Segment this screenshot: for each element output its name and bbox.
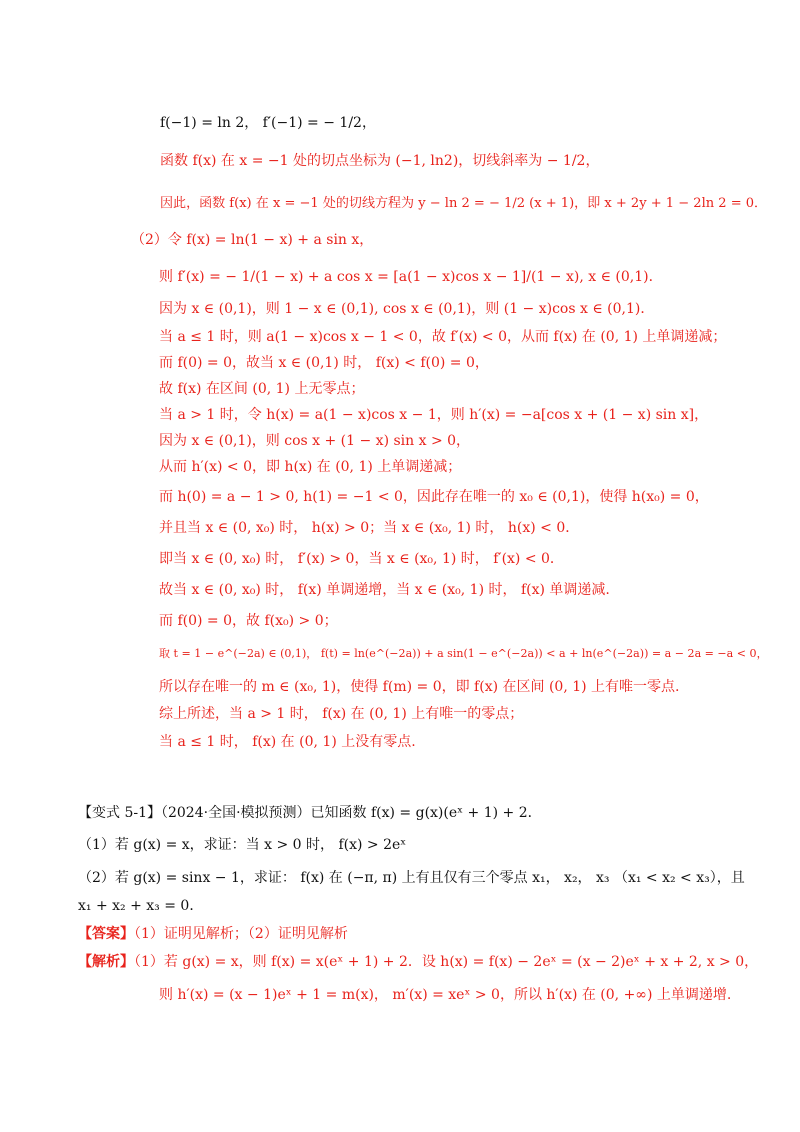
solution-p2-line16: 所以存在唯一的 m ∈ (x₀, 1)，使得 f(m) = 0，即 f(x) 在区间 (0, 1) 上有唯一零点. <box>159 679 680 695</box>
solution-p2-line11: 并且当 x ∈ (0, x₀) 时， h(x) > 0；当 x ∈ (x₀, 1) 时， h(x) < 0． <box>159 520 580 536</box>
solution-p2-line3: 因为 x ∈ (0,1)，则 1 − x ∈ (0,1), cos x ∈ (0,1)，则 (1 − x)cos x ∈ (0,1)． <box>159 301 655 317</box>
solution-p2-line6: 故 f(x) 在区间 (0, 1) 上无零点； <box>159 381 365 397</box>
solution-p2-line4: 当 a ≤ 1 时，则 a(1 − x)cos x − 1 < 0，故 f′(x) < 0，从而 f(x) 在 (0, 1) 上单调递减； <box>159 329 727 345</box>
answer-row <box>78 924 348 944</box>
solution-p2-line9: 从而 h′(x) < 0，即 h(x) 在 (0, 1) 上单调递减； <box>159 459 462 475</box>
variant-question-1: （1）若 g(x) = x，求证：当 x > 0 时， f(x) > 2eˣ <box>78 837 407 853</box>
solution-p2-line7: 当 a > 1 时，令 h(x) = a(1 − x)cos x − 1，则 h′(x) = −a[cos x + (1 − x) sin x]， <box>159 407 709 423</box>
solution-p2-line2: 则 f′(x) = − 1/(1 − x) + a cos x = [a(1 − x)cos x − 1]/(1 − x), x ∈ (0,1)． <box>159 269 663 285</box>
solution-p2-line1: （2）令 f(x) = ln(1 − x) + a sin x， <box>131 232 374 248</box>
solution-p2-line13: 故当 x ∈ (0, x₀) 时， f(x) 单调递增，当 x ∈ (x₀, 1) 时， f(x) 单调递减. <box>159 582 610 598</box>
solution-p2-line18: 当 a ≤ 1 时， f(x) 在 (0, 1) 上没有零点. <box>159 734 416 750</box>
analysis-line-1: （1）若 g(x) = x，则 f(x) = x(eˣ + 1) + 2．设 h(x) = f(x) − 2eˣ = (x − 2)eˣ + x + 2, x > 0， <box>134 954 759 970</box>
answer-label: 【答案】 <box>78 926 134 942</box>
analysis-row-1 <box>78 952 758 972</box>
solution-p2-line10: 而 h(0) = a − 1 > 0, h(1) = −1 < 0，因此存在唯一的 x₀ ∈ (0,1)，使得 h(x₀) = 0， <box>159 489 709 505</box>
solution-p1-line2: 函数 f(x) 在 x = −1 处的切点坐标为 (−1, ln2)，切线斜率为 − 1/2， <box>160 153 600 169</box>
solution-p2-line15: 取 t = 1 − e^(−2a) ∈ (0,1)， f(t) = ln(e^(−2a)) + a sin(1 − e^(−2a)) < a + ln(e^(−2a)) = a − 2a = −a < 0， <box>159 647 768 660</box>
analysis-label: 【解析】 <box>78 954 134 970</box>
variant-question-2: （2）若 g(x) = sinx − 1，求证： f(x) 在 (−π, π) 上有且仅有三个零点 x₁， x₂， x₃ （x₁ < x₂ < x₃），且 <box>78 870 745 886</box>
analysis-line-2: 则 h′(x) = (x − 1)eˣ + 1 = m(x)， m′(x) = xeˣ > 0，所以 h′(x) 在 (0, +∞) 上单调递增. <box>159 987 732 1003</box>
solution-p1-line3: 因此，函数 f(x) 在 x = −1 处的切线方程为 y − ln 2 = − 1/2 (x + 1)，即 x + 2y + 1 − 2ln 2 = 0． <box>160 196 768 211</box>
solution-p2-line12: 即当 x ∈ (0, x₀) 时， f′(x) > 0，当 x ∈ (x₀, 1) 时， f′(x) < 0． <box>159 551 564 567</box>
solution-p2-line8: 因为 x ∈ (0,1)，则 cos x + (1 − x) sin x > 0， <box>159 433 471 449</box>
variant-question-2-cont: x₁ + x₂ + x₃ = 0． <box>78 898 204 914</box>
variant-title: 【变式 5-1】（2024·全国·模拟预测）已知函数 f(x) = g(x)(eˣ + 1) + 2． <box>78 805 542 821</box>
solution-p2-line17: 综上所述，当 a > 1 时， f(x) 在 (0, 1) 上有唯一的零点； <box>159 706 524 722</box>
solution-p2-line14: 而 f(0) = 0，故 f(x₀) > 0； <box>159 613 338 629</box>
answer-text: （1）证明见解析；（2）证明见解析 <box>134 926 348 942</box>
solution-p1-line1: f(−1) = ln 2， f′(−1) = − 1/2， <box>160 115 376 131</box>
solution-p2-line5: 而 f(0) = 0，故当 x ∈ (0,1) 时， f(x) < f(0) = 0， <box>159 355 489 371</box>
